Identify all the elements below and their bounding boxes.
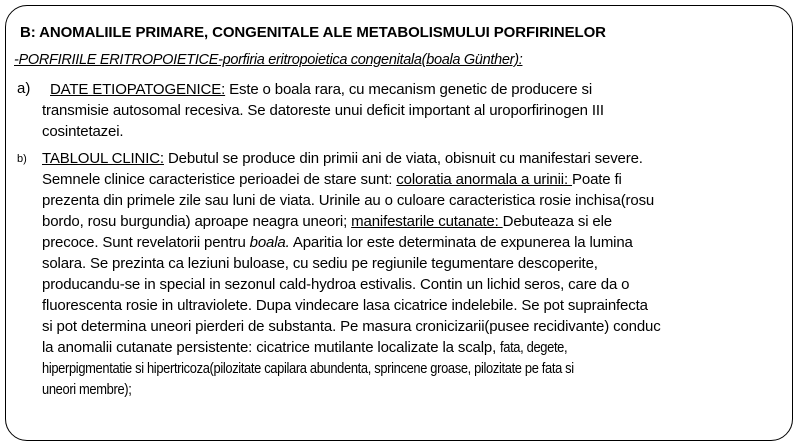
item-a-line: cosintetazei.: [42, 123, 124, 140]
item-a-line: transmisie autosomal recesiva. Se datoreste unui deficit important al uroporfirinogen III: [42, 102, 604, 119]
item-b-line: uneori membre);: [42, 381, 132, 398]
item-a-line: DATE ETIOPATOGENICE: Este o boala rara, cu mecanism genetic de producere si: [50, 81, 593, 98]
item-b-line: hiperpigmentatie si hipertricoza(pilozitate capilara abundenta, sprincene groase, pilozitate pe fata si: [42, 360, 574, 377]
item-b-line: solara. Se prezinta ca leziuni buloase, cu sediu pe regiunile tegumentare descoperite,: [42, 255, 598, 272]
item-b-line: si pot determina uneori pierderi de substanta. Pe masura cronicizarii(pusee recidivante) conduc: [42, 318, 661, 335]
urine-color-term: coloratia anormala a urinii:: [396, 171, 573, 188]
item-b-line: Semnele clinice caracteristice perioadei de stare sunt: coloratia anormala a urinii: Poate fi: [42, 171, 622, 188]
item-b-line: prezenta din primele zile sau luni de viata. Urinile au o culoare caracteristica rosie inchisa(rosu: [42, 192, 655, 209]
item-b-line: la anomalii cutanate persistente: cicatrice mutilante localizate la scalp, fata, degete,: [42, 339, 568, 356]
item-b-marker: b): [17, 153, 27, 165]
item-a-heading: DATE ETIOPATOGENICE:: [50, 81, 226, 98]
item-b-heading: TABLOUL CLINIC:: [42, 150, 164, 167]
item-b-paragraph: [42, 148, 800, 400]
section-title: B: ANOMALIILE PRIMARE, CONGENITALE ALE METABOLISMULUI PORFIRINELOR: [20, 24, 606, 41]
item-b-line: TABLOUL CLINIC: Debutul se produce din primii ani de viata, obisnuit cu manifestari severe.: [42, 150, 643, 167]
item-b-line: fluorescenta rosie in ultraviolete. Dupa vindecare lasa cicatrice indelebile. Se pot suprainfecta: [42, 297, 648, 314]
disease-term: boala.: [249, 234, 290, 251]
section-subtitle: -PORFIRIILE ERITROPOIETICE-porfiria eritropoietica congenitala(boala Günther):: [14, 52, 523, 68]
item-a-paragraph: [42, 79, 800, 142]
skin-manifestations-term: manifestarile cutanate:: [351, 213, 503, 230]
item-b-line: bordo, rosu burgundia) aproape neagra uneori; manifestarile cutanate: Debuteaza si ele: [42, 213, 612, 230]
item-b-line: precoce. Sunt revelatorii pentru boala. Aparitia lor este determinata de expunerea la lumina: [42, 234, 633, 251]
item-b-line: producandu-se in special in sezonul cald-hydroa estivalis. Contin un lichid seros, care da o: [42, 276, 630, 293]
item-a-marker: a): [17, 80, 31, 97]
